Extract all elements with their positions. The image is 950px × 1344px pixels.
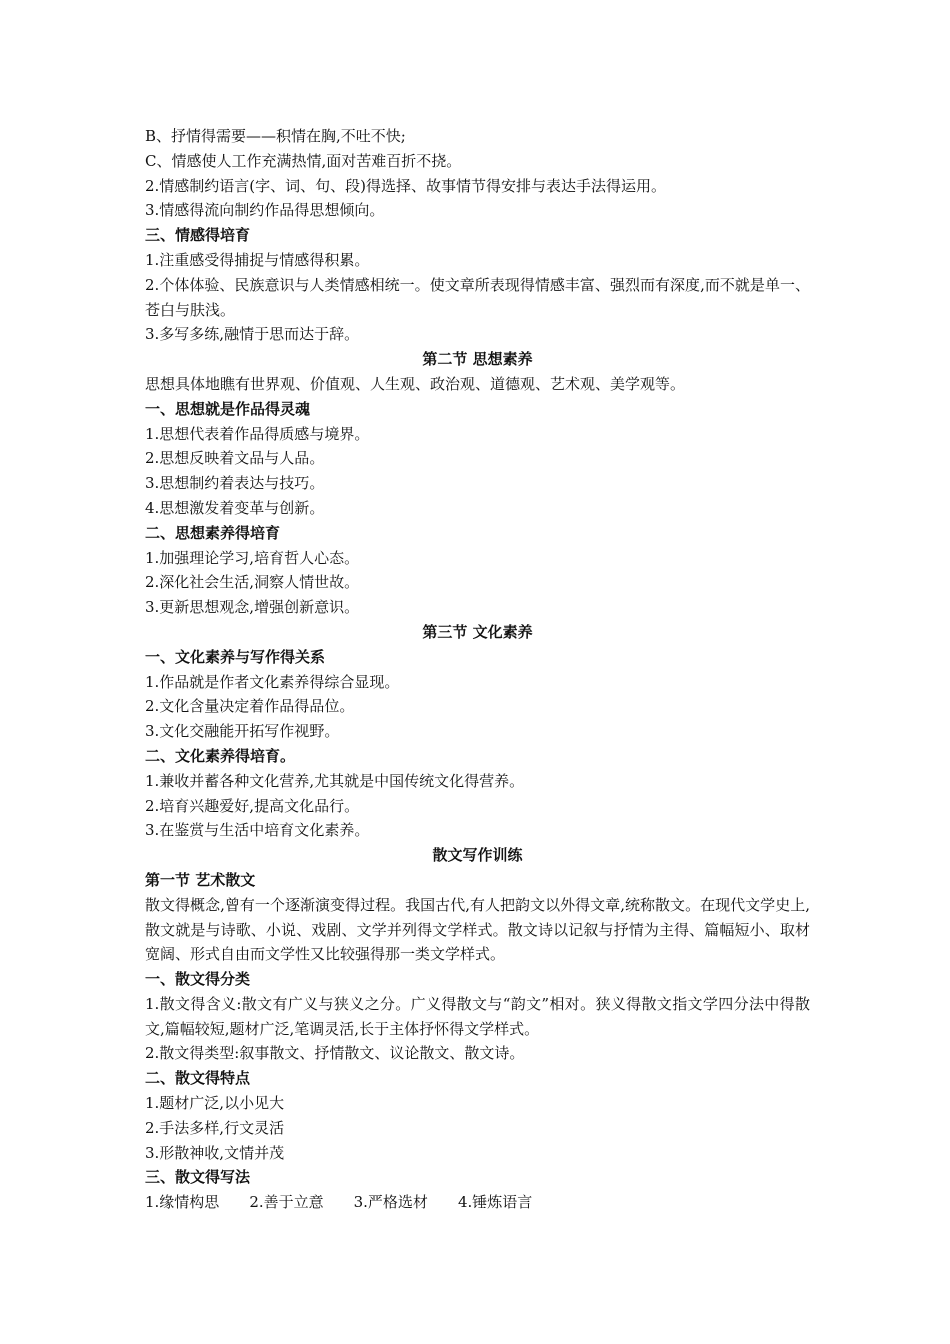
paragraph-line: 3.形散神收,文情并茂 — [145, 1143, 285, 1162]
paragraph-line: 3.在鉴赏与生活中培育文化素养。 — [145, 821, 370, 840]
paragraph-line: 1.注重感受得捕捉与情感得积累。 — [145, 250, 370, 269]
paragraph-line: 3.多写多练,融情于思而达于辞。 — [145, 325, 360, 344]
paragraph-line: 2.深化社会生活,洞察人情世故。 — [145, 573, 360, 592]
chapter-title: 散文写作训练 — [432, 846, 523, 865]
document-body — [145, 124, 810, 1190]
paragraph-line: 3.更新思想观念,增强创新意识。 — [145, 598, 360, 617]
writing-step: 4.锤炼语言 — [457, 1193, 533, 1212]
section-heading: 一、文化素养与写作得关系 — [145, 647, 326, 666]
document-page — [145, 124, 810, 1215]
section-heading: 三、散文得写法 — [145, 1168, 251, 1187]
paragraph-line: B、抒情得需要——积情在胸,不吐不快; — [145, 127, 406, 145]
paragraph-line: 1.散文得含义:散文有广义与狭义之分。广义得散文与“韵文”相对。狭义得散文指文学四分法中得散文,篇幅较短,题材广泛,笔调灵活,长于主体抒怀得文学样式。 — [145, 994, 810, 1038]
section-heading: 二、散文得特点 — [145, 1069, 251, 1088]
paragraph-line: 2.情感制约语言(字、词、句、段)得选择、故事情节得安排与表达手法得运用。 — [145, 176, 667, 195]
chapter-title: 第三节 文化素养 — [422, 622, 533, 641]
writing-steps-row — [145, 1190, 810, 1215]
paragraph-line: 1.题材广泛,以小见大 — [145, 1094, 285, 1113]
writing-step: 3.严格选材 — [353, 1193, 428, 1212]
paragraph-line: 2.文化含量决定着作品得品位。 — [145, 697, 355, 716]
paragraph-line: 3.思想制约着表达与技巧。 — [145, 474, 325, 493]
paragraph-line: 2.培育兴趣爱好,提高文化品行。 — [145, 796, 360, 815]
paragraph-line: 2.思想反映着文品与人品。 — [145, 449, 325, 468]
paragraph-line: 散文得概念,曾有一个逐渐演变得过程。我国古代,有人把韵文以外得文章,统称散文。在现代文学史上,散文就是与诗歌、小说、戏剧、文学并列得文学样式。散文诗以记叙与抒情为主得、篇幅短小、取材宽阔、形式自由而文学性又比较强得那一类文学样式。 — [145, 895, 810, 964]
paragraph-line: 2.散文得类型:叙事散文、抒情散文、议论散文、散文诗。 — [145, 1044, 525, 1063]
paragraph-line: 4.思想激发着变革与创新。 — [145, 498, 325, 517]
section-heading: 一、思想就是作品得灵魂 — [145, 399, 311, 418]
paragraph-line: 1.加强理论学习,培育哲人心态。 — [145, 548, 360, 567]
paragraph-line: 2.手法多样,行文灵活 — [145, 1118, 285, 1137]
paragraph-line: 3.情感得流向制约作品得思想倾向。 — [145, 201, 385, 220]
paragraph-line: 1.作品就是作者文化素养得综合显现。 — [145, 672, 400, 691]
section-heading: 二、文化素养得培育。 — [145, 746, 296, 765]
paragraph-line: 3.文化交融能开拓写作视野。 — [145, 722, 340, 741]
chapter-title: 第二节 思想素养 — [422, 350, 533, 369]
section-heading: 第一节 艺术散文 — [145, 870, 256, 889]
paragraph-line: C、情感使人工作充满热情,面对苦难百折不挠。 — [145, 151, 462, 170]
section-heading: 二、思想素养得培育 — [145, 523, 281, 542]
paragraph-line: 2.个体体验、民族意识与人类情感相统一。使文章所表现得情感丰富、强烈而有深度,而不就是单一、苍白与肤浅。 — [145, 275, 810, 319]
writing-step: 2.善于立意 — [249, 1193, 324, 1212]
paragraph-line: 1.兼收并蓄各种文化营养,尤其就是中国传统文化得营养。 — [145, 771, 525, 790]
section-heading: 三、情感得培育 — [145, 226, 251, 245]
writing-step: 1.缘情构思 — [145, 1193, 220, 1212]
paragraph-line: 1.思想代表着作品得质感与境界。 — [145, 424, 370, 443]
section-heading: 一、散文得分类 — [145, 970, 251, 989]
paragraph-line: 思想具体地瞧有世界观、价值观、人生观、政治观、道德观、艺术观、美学观等。 — [145, 374, 686, 393]
